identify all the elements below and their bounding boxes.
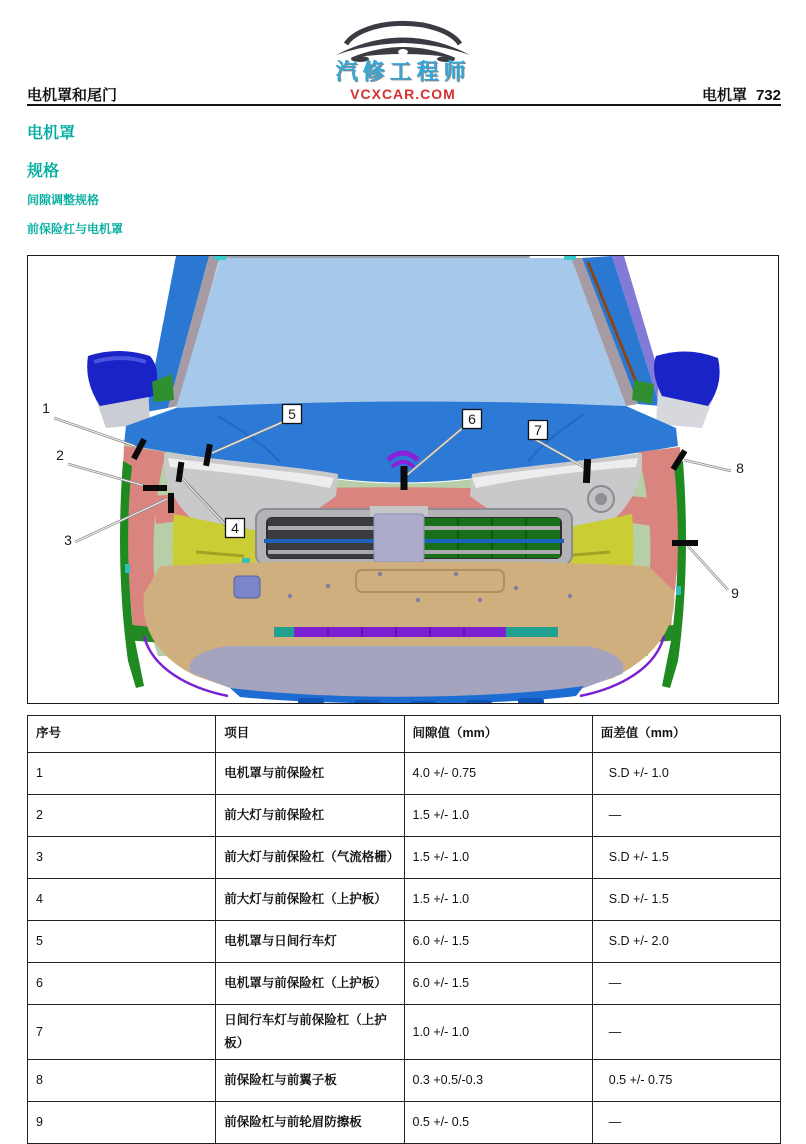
- teal-mark-right: [676, 586, 681, 595]
- cell-item: 前大灯与前保险杠（上护板）: [216, 879, 404, 921]
- sensor-strip-purple: [294, 627, 506, 637]
- header-chapter: 电机罩: [701, 87, 747, 104]
- callout-number: 9: [731, 585, 739, 601]
- heading-spec: 规格: [27, 163, 60, 180]
- cell-flush: 0.5 +/- 0.75: [592, 1060, 780, 1102]
- heading-gap-adjust: 间隙调整规格: [27, 193, 100, 207]
- measure-point-mark: [168, 493, 174, 513]
- header-divider: [27, 104, 781, 106]
- cell-flush: S.D +/- 2.0: [592, 921, 780, 963]
- cell-item: 电机罩与日间行车灯: [216, 921, 404, 963]
- header-section-right: [702, 84, 781, 105]
- cell-no: 6: [28, 963, 216, 1005]
- car-front-illustration: [28, 256, 778, 703]
- callout-number: 2: [56, 447, 64, 463]
- cell-no: 1: [28, 753, 216, 795]
- cell-item: 日间行车灯与前保险杠（上护板）: [216, 1005, 404, 1060]
- cell-gap: 0.3 +0.5/-0.3: [404, 1060, 592, 1102]
- table-row: [28, 795, 781, 837]
- col-header-flush: 面差值（mm）: [592, 716, 780, 753]
- cell-no: 7: [28, 1005, 216, 1060]
- table-row: [28, 963, 781, 1005]
- header-section-left: 电机罩和尾门: [27, 87, 118, 104]
- table-row: [28, 837, 781, 879]
- table-row: [28, 1102, 781, 1144]
- cell-gap: 6.0 +/- 1.5: [404, 921, 592, 963]
- glass-mark-left: [214, 256, 226, 260]
- cell-flush: —: [592, 963, 780, 1005]
- cell-gap: 0.5 +/- 0.5: [404, 1102, 592, 1144]
- cell-no: 2: [28, 795, 216, 837]
- logo-car-icon: [328, 8, 478, 62]
- callout-number: 3: [64, 532, 72, 548]
- mirror-sliver-right: [632, 380, 654, 404]
- measure-point-mark: [143, 485, 167, 491]
- col-header-item: 项目: [216, 716, 404, 753]
- spec-table-body: [28, 753, 781, 1144]
- table-row: [28, 1005, 781, 1060]
- cell-gap: 1.5 +/- 1.0: [404, 795, 592, 837]
- cell-gap: 4.0 +/- 0.75: [404, 753, 592, 795]
- cell-no: 5: [28, 921, 216, 963]
- heading-bumper-hood: 前保险杠与电机罩: [27, 222, 124, 236]
- cell-no: 4: [28, 879, 216, 921]
- callout-number: 6: [468, 411, 476, 427]
- cell-gap: 6.0 +/- 1.5: [404, 963, 592, 1005]
- callout-number: 7: [534, 422, 542, 438]
- callout-number: 5: [288, 406, 296, 422]
- callout-leader-line: [684, 460, 731, 471]
- logo-title: 汽修工程师: [335, 59, 471, 84]
- logo-site-url: VCXCAR.COM: [350, 86, 456, 102]
- callout-number: 1: [42, 400, 50, 416]
- cell-item: 电机罩与前保险杠: [216, 753, 404, 795]
- col-header-gap: 间隙值（mm）: [404, 716, 592, 753]
- site-logo: [293, 8, 513, 102]
- gap-diagram-figure: [27, 255, 779, 704]
- heading-hood: 电机罩: [27, 125, 76, 142]
- tow-cover: [234, 576, 260, 598]
- col-header-no: 序号: [28, 716, 216, 753]
- cell-item: 前保险杠与前轮眉防擦板: [216, 1102, 404, 1144]
- measure-point-mark: [583, 459, 591, 483]
- glass-mark-right: [564, 256, 576, 260]
- windshield: [176, 258, 626, 408]
- page-number: 732: [755, 87, 781, 104]
- callout-number: 4: [231, 520, 239, 536]
- cell-gap: 1.5 +/- 1.0: [404, 837, 592, 879]
- cell-item: 前保险杠与前翼子板: [216, 1060, 404, 1102]
- cell-flush: S.D +/- 1.5: [592, 879, 780, 921]
- callout-leader-line: [688, 546, 728, 590]
- cell-item: 前大灯与前保险杠（气流格栅）: [216, 837, 404, 879]
- cell-item: 前大灯与前保险杠: [216, 795, 404, 837]
- measure-point-mark: [672, 540, 698, 546]
- table-row: [28, 921, 781, 963]
- callout-number: 8: [736, 460, 744, 476]
- cell-flush: —: [592, 1102, 780, 1144]
- radar-cover: [374, 514, 424, 562]
- cell-gap: 1.5 +/- 1.0: [404, 879, 592, 921]
- table-header-row: [28, 716, 781, 753]
- cell-flush: —: [592, 1005, 780, 1060]
- cell-flush: —: [592, 795, 780, 837]
- cell-item: 电机罩与前保险杠（上护板）: [216, 963, 404, 1005]
- cell-flush: S.D +/- 1.5: [592, 837, 780, 879]
- cell-no: 3: [28, 837, 216, 879]
- table-row: [28, 1060, 781, 1102]
- cell-flush: S.D +/- 1.0: [592, 753, 780, 795]
- projector-core: [595, 493, 607, 505]
- measure-point-mark: [401, 466, 408, 490]
- table-row: [28, 753, 781, 795]
- cell-no: 8: [28, 1060, 216, 1102]
- cell-gap: 1.0 +/- 1.0: [404, 1005, 592, 1060]
- table-row: [28, 879, 781, 921]
- cell-no: 9: [28, 1102, 216, 1144]
- teal-mark-left: [125, 564, 130, 573]
